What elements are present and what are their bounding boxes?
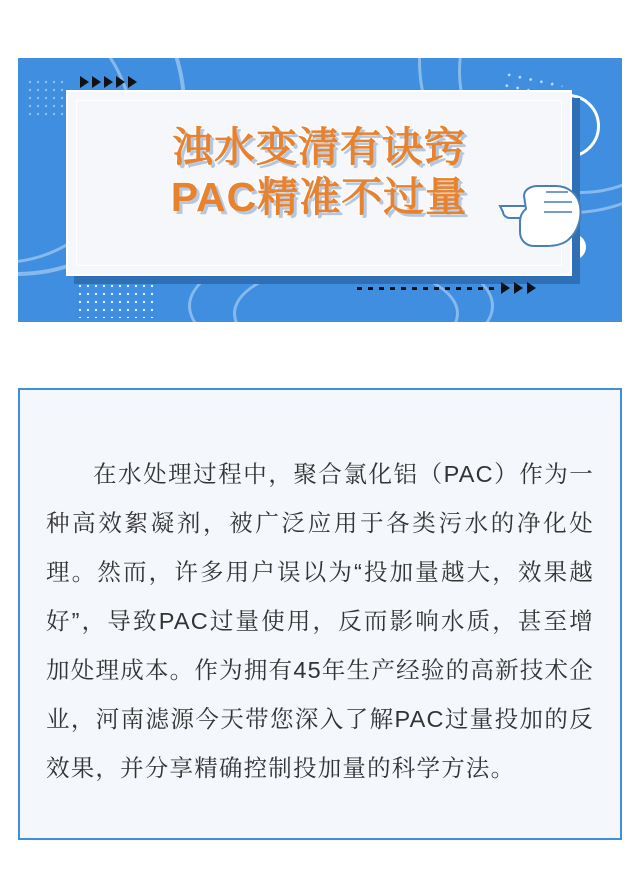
article-paragraph: 在水处理过程中，聚合氯化铝（PAC）作为一种高效絮凝剂，被广泛应用于各类污水的净化处理。然而，许多用户误以为“投加量越大，效果越好”，导致PAC过量使用，反而影响水质，甚至增加处理成本。作为拥有45年生产经验的高新技术企业，河南滤源今天带您深入了解PAC过量投加的反效果，并分享精确控制投加量的科学方法。 [46,460,594,781]
dashed-arrow-decoration [357,282,536,294]
hero-title-line-2: PAC精准不过量 [170,174,468,221]
dot-grid-decoration [26,78,66,118]
hero-title-line-1: 浊水变清有诀窍 [172,124,466,170]
pointing-hand-icon [494,176,586,252]
dashed-line [357,287,497,290]
chevron-right-icons [80,76,137,88]
chevron-right-icon [501,282,510,294]
hero-banner [18,58,622,322]
content-card [18,388,622,840]
chevron-right-icon [514,282,523,294]
dot-grid-decoration [76,282,156,318]
chevron-right-icon [527,282,536,294]
